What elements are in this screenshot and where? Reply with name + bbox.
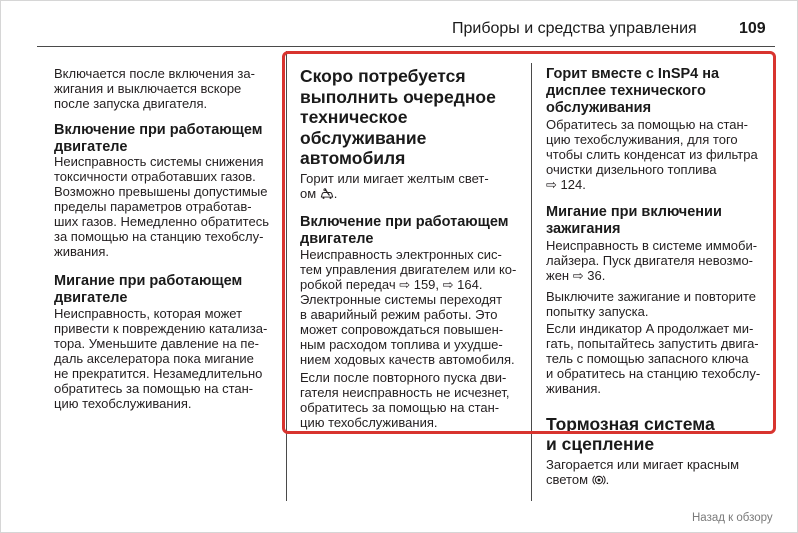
text-line: Если после повторного пуска дви- xyxy=(300,370,507,385)
text-line: цию техобслуживания. xyxy=(300,415,438,430)
heading-line: двигателе xyxy=(54,139,128,155)
title-line: техническое xyxy=(300,107,408,127)
title-line: выполнить очередное xyxy=(300,86,496,107)
text-line: Возможно превышены допустимые xyxy=(54,184,268,199)
text-line: живания. xyxy=(54,244,110,259)
section-paragraph xyxy=(546,457,739,487)
heading-line: двигателе xyxy=(300,231,374,247)
heading-line: Мигание при включении xyxy=(546,204,722,220)
section-paragraph xyxy=(546,117,758,192)
text-line: нием ходовых качеств автомобиля. xyxy=(300,352,515,367)
brake-section-title xyxy=(546,414,715,454)
text-line xyxy=(546,472,739,487)
section-paragraph xyxy=(546,289,756,319)
text-fragment: светом xyxy=(546,472,592,487)
text-line: гать, попытайтесь запустить двига- xyxy=(546,336,759,351)
text-line: ших газов. Немедленно обратитесь xyxy=(54,214,269,229)
title-line: и сцепление xyxy=(546,434,655,454)
text-fragment: ом xyxy=(300,186,320,201)
text-line: за помощью на станцию техобслу- xyxy=(54,229,264,244)
section-heading xyxy=(54,273,242,307)
text-line: после запуска двигателя. xyxy=(54,96,208,111)
heading-line: Включение при работающем xyxy=(54,122,263,138)
heading-line: обслуживания xyxy=(546,100,652,116)
section-paragraph xyxy=(546,238,757,283)
section-paragraph xyxy=(54,306,267,411)
text-line: и обратитесь на станцию техобслу- xyxy=(546,366,761,381)
section-paragraph xyxy=(54,154,269,259)
text-line: живания. xyxy=(546,381,602,396)
service-wrench-icon xyxy=(320,188,334,200)
brake-warning-icon xyxy=(592,474,606,486)
heading-line: двигателе xyxy=(54,290,128,306)
text-line xyxy=(546,268,757,283)
text-line: Загорается или мигает красным xyxy=(546,457,740,472)
text-fragment: , xyxy=(435,277,443,292)
page-reference-link[interactable]: ⇨ 159 xyxy=(399,277,436,292)
text-line: Неисправность электронных сис- xyxy=(300,247,502,262)
header-divider xyxy=(37,46,775,47)
section-paragraph xyxy=(300,370,510,430)
title-line: автомобиля xyxy=(300,148,406,168)
text-line: Если индикатор A продолжает ми- xyxy=(546,321,754,336)
heading-line: Мигание при работающем xyxy=(54,273,243,289)
section-paragraph xyxy=(300,247,516,367)
text-line: привести к повреждению катализа- xyxy=(54,321,268,336)
text-line: тель с помощью запасного ключа xyxy=(546,351,749,366)
service-due-title xyxy=(300,66,496,169)
back-to-overview-link[interactable]: Назад к обзору xyxy=(692,512,773,524)
page-reference-link[interactable]: ⇨ 36 xyxy=(572,268,602,283)
text-line: чтобы слить конденсат из фильтра xyxy=(546,147,758,162)
text-line: гателя неисправность не исчезнет, xyxy=(300,385,510,400)
column-divider-right xyxy=(531,63,532,501)
text-fragment: . xyxy=(582,177,586,192)
text-line: Выключите зажигание и повторите xyxy=(546,289,757,304)
text-line: попытку запуска. xyxy=(546,304,649,319)
text-line: цию техобслуживания, для того xyxy=(546,132,738,147)
heading-line: зажигания xyxy=(546,221,621,237)
text-line: тора. Уменьшите давление на пе- xyxy=(54,336,259,351)
text-fragment: . xyxy=(478,277,483,292)
text-line: Неисправность системы снижения xyxy=(54,154,264,169)
heading-line: Горит вместе с InSP4 на xyxy=(546,66,720,82)
text-fragment: . xyxy=(333,186,338,201)
text-fragment: . xyxy=(605,472,610,487)
indicator-description xyxy=(300,171,489,201)
text-line: Неисправность, которая может xyxy=(54,306,243,321)
text-line: ным расходом топлива и ухудше- xyxy=(300,337,503,352)
text-line: тем управления двигателем или ко- xyxy=(300,262,517,277)
heading-line: дисплее технического xyxy=(546,83,706,99)
text-fragment: робкой передач xyxy=(300,277,400,292)
text-line: лайзера. Пуск двигателя невозмо- xyxy=(546,253,754,268)
intro-paragraph xyxy=(54,66,255,111)
section-heading xyxy=(300,214,509,248)
page-reference-link[interactable]: ⇨ 164 xyxy=(442,277,479,292)
page-number: 109 xyxy=(739,20,766,37)
text-line: может сопровождаться повышен- xyxy=(300,322,504,337)
text-fragment: жен xyxy=(546,268,573,283)
title-line: Тормозная система xyxy=(546,414,715,434)
text-line: токсичности отработавших газов. xyxy=(54,169,256,184)
text-line: Электронные системы переходят xyxy=(300,292,503,307)
text-line: обратитесь за помощью на стан- xyxy=(300,400,500,415)
text-line: очистки дизельного топлива xyxy=(546,162,717,177)
text-line: в аварийный режим работы. Это xyxy=(300,307,498,322)
section-heading xyxy=(54,122,263,156)
text-line xyxy=(546,177,758,192)
text-line: даль акселератора пока мигание xyxy=(54,351,254,366)
text-line: цию техобслуживания. xyxy=(54,396,192,411)
text-line: Горит или мигает желтым свет- xyxy=(300,171,489,186)
heading-line: Включение при работающем xyxy=(300,214,509,230)
text-fragment: . xyxy=(601,268,606,283)
text-line xyxy=(300,186,489,201)
title-line: обслуживание xyxy=(300,127,427,148)
text-line: Обратитесь за помощью на стан- xyxy=(546,117,749,132)
section-heading xyxy=(546,66,719,117)
text-line xyxy=(300,277,516,292)
section-title: Приборы и средства управления xyxy=(452,20,697,37)
text-line: Неисправность в системе иммоби- xyxy=(546,238,758,253)
section-paragraph xyxy=(546,321,760,396)
text-line: не прекратится. Незамедлительно xyxy=(54,366,263,381)
title-line: Скоро потребуется xyxy=(300,66,466,86)
column-divider-left xyxy=(286,51,287,501)
section-heading xyxy=(546,204,722,238)
page-reference-link[interactable]: ⇨ 124 xyxy=(546,177,583,192)
text-line: жигания и выключается вскоре xyxy=(54,81,242,96)
text-line: обратитесь за помощью на стан- xyxy=(54,381,254,396)
text-line: пределы параметров отработав- xyxy=(54,199,252,214)
text-line: Включается после включения за- xyxy=(54,66,255,81)
